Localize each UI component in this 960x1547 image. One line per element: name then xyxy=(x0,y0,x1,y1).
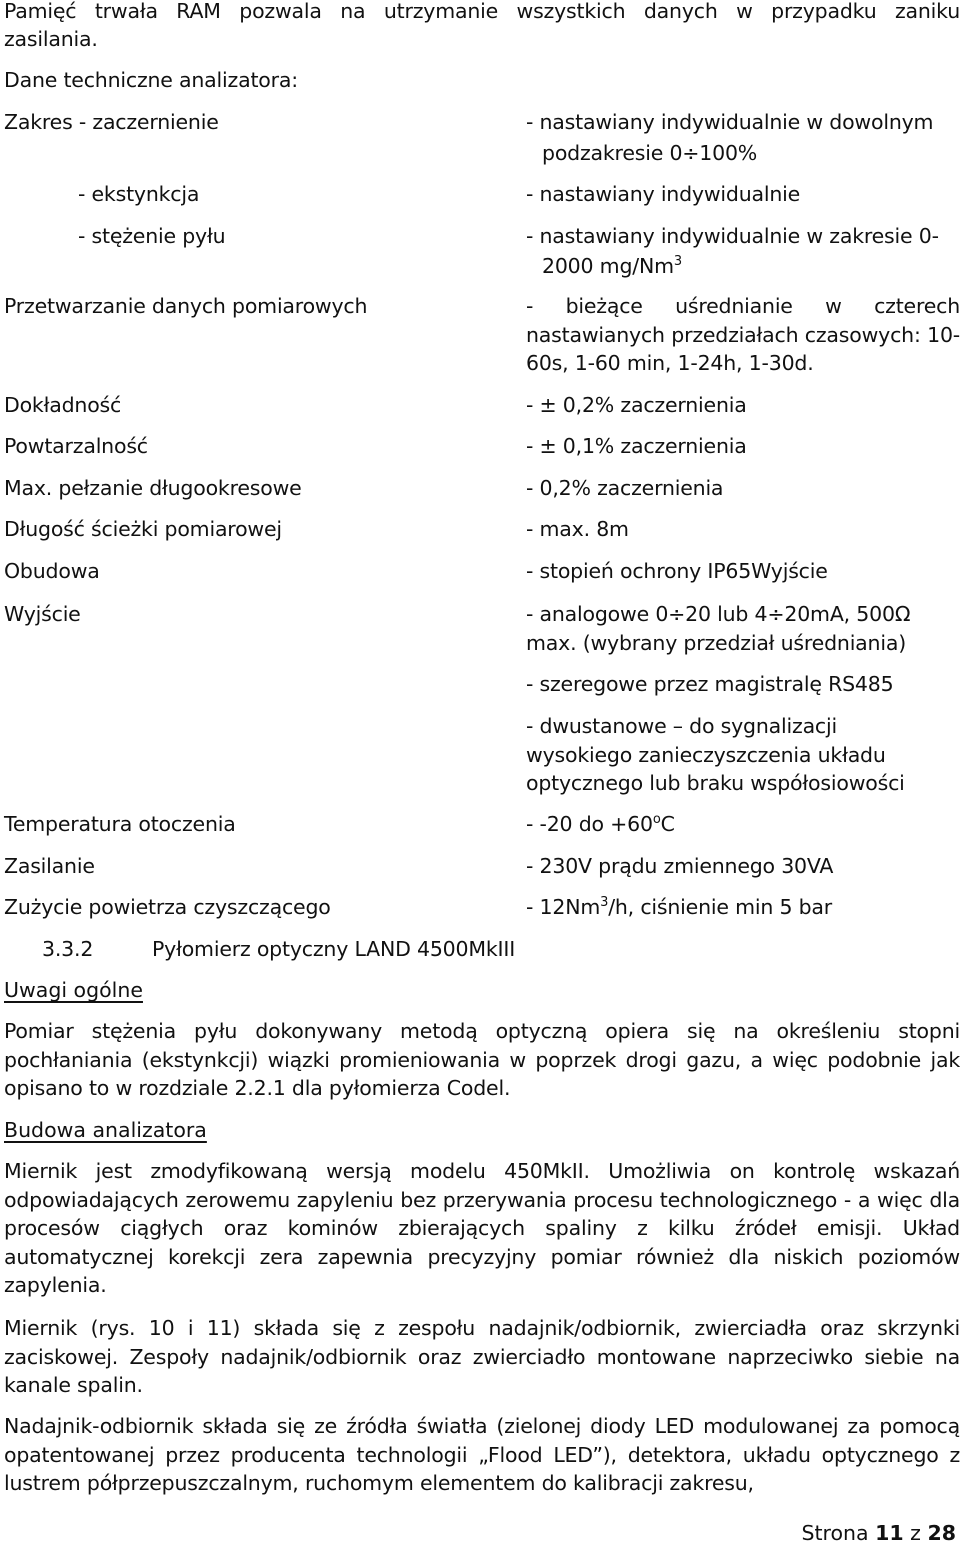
spec-label-powtarzalnosc: Powtarzalność xyxy=(4,434,148,458)
heading-uwagi-ogolne: Uwagi ogólne xyxy=(4,978,143,1002)
spec-label-obudowa: Obudowa xyxy=(4,559,100,583)
specs-title: Dane techniczne analizatora: xyxy=(4,68,298,92)
paragraph-budowa-3: Nadajnik-odbiornik składa się ze źródła światła (zielonej diody LED modulowanej za pomocą opatentowanej przez producenta technologii „Flood LED”), detektora, układu optycznego z lustrem półprzepuszczalnym, ruchomym elementem do kalibracji zakresu, xyxy=(4,1414,960,1495)
spec-value-stezenie-2: 2000 mg/Nm$^3$ xyxy=(542,254,682,278)
spec-value-pelzanie: - 0,2% zaczernienia xyxy=(526,476,724,500)
spec-label-wyjscie: Wyjście xyxy=(4,602,81,626)
section-title: Pyłomierz optyczny LAND 4500MkIII xyxy=(152,937,516,961)
spec-value-obudowa: - stopień ochrony IP65Wyjście xyxy=(526,559,828,583)
spec-value-zakres-1: - nastawiany indywidualnie w dowolnym xyxy=(526,110,934,134)
spec-label-pelzanie: Max. pełzanie długookresowe xyxy=(4,476,302,500)
spec-value-dokladnosc: - ± 0,2% zaczernienia xyxy=(526,393,747,417)
spec-label-dlugosc: Długość ścieżki pomiarowej xyxy=(4,517,282,541)
paragraph-uwagi: Pomiar stężenia pyłu dokonywany metodą optyczną opiera się na określeniu stopni pochłaniania (ekstynkcji) wiązki promieniowania w poprzek drogi gazu, a więc podobnie jak opisano to w rozdziale 2.2.1 dla pyłomierza Codel. xyxy=(4,1019,960,1100)
page-footer xyxy=(801,1519,956,1547)
spec-value-powtarzalnosc: - ± 0,1% zaczernienia xyxy=(526,434,747,458)
spec-label-temperatura: Temperatura otoczenia xyxy=(4,812,236,836)
spec-label-stezenie: - stężenie pyłu xyxy=(78,224,226,248)
paragraph-budowa-1: Miernik jest zmodyfikowaną wersją modelu 450MkII. Umożliwia on kontrolę wskazań odpowiadających zerowemu zapyleniu bez przerywania procesu technologicznego - a więc dla procesów ciągłych oraz kominów zbierających spaliny z kilku źródeł emisji. Układ automatycznej korekcji zera zapewnia precyzyjny pomiar również dla niskich poziomów zapylenia. xyxy=(4,1159,960,1297)
spec-label-zuzycie: Zużycie powietrza czyszczącego xyxy=(4,895,331,919)
spec-value-wyjscie-3: - dwustanowe – do sygnalizacji wysokiego zanieczyszczenia układu optycznego lub braku współosiowości xyxy=(526,714,905,795)
footer-total-pages: 28 xyxy=(927,1521,956,1545)
spec-value-zuzycie: - 12Nm$^3$/h, ciśnienie min 5 bar xyxy=(526,895,833,919)
spec-value-zasilanie: - 230V prądu zmiennego 30VA xyxy=(526,854,834,878)
spec-value-wyjscie-2: - szeregowe przez magistralę RS485 xyxy=(526,672,894,696)
spec-value-przetwarzanie: - bieżące uśrednianie w czterech nastawianych przedziałach czasowych: 10-60s, 1-60 min, 1-24h, 1-30d. xyxy=(526,294,960,375)
spec-value-stezenie-1: - nastawiany indywidualnie w zakresie 0- xyxy=(526,224,939,248)
intro-line-1: Pamięć trwała RAM pozwala na utrzymanie wszystkich danych w przypadku zaniku xyxy=(4,0,960,23)
heading-budowa-analizatora: Budowa analizatora xyxy=(4,1118,207,1142)
spec-label-dokladnosc: Dokładność xyxy=(4,393,122,417)
intro-line-2: zasilania. xyxy=(4,27,98,51)
spec-value-ekstynkcja: - nastawiany indywidualnie xyxy=(526,182,801,206)
spec-label-przetwarzanie: Przetwarzanie danych pomiarowych xyxy=(4,294,368,318)
spec-label-ekstynkcja: - ekstynkcja xyxy=(78,182,200,206)
paragraph-budowa-2: Miernik (rys. 10 i 11) składa się z zespołu nadajnik/odbiornik, zwierciadła oraz skrzynki zaciskowej. Zespoły nadajnik/odbiornik oraz zwierciadło montowane naprzeciwko siebie na kanale spalin. xyxy=(4,1316,960,1397)
spec-value-wyjscie-1: - analogowe 0÷20 lub 4÷20mA, 500Ω max. (wybrany przedział uśredniania) xyxy=(526,602,911,655)
section-number: 3.3.2 xyxy=(42,937,94,961)
spec-label-zakres: Zakres - zaczernienie xyxy=(4,110,219,134)
footer-separator: z xyxy=(910,1521,921,1545)
spec-label-zasilanie: Zasilanie xyxy=(4,854,95,878)
spec-value-dlugosc: - max. 8m xyxy=(526,517,629,541)
spec-value-temperatura: - -20 do $+60^oC$ xyxy=(526,812,675,836)
footer-prefix: Strona xyxy=(801,1521,869,1545)
footer-current-page: 11 xyxy=(875,1521,904,1545)
spec-value-zakres-2: podzakresie 0÷100% xyxy=(542,141,758,165)
